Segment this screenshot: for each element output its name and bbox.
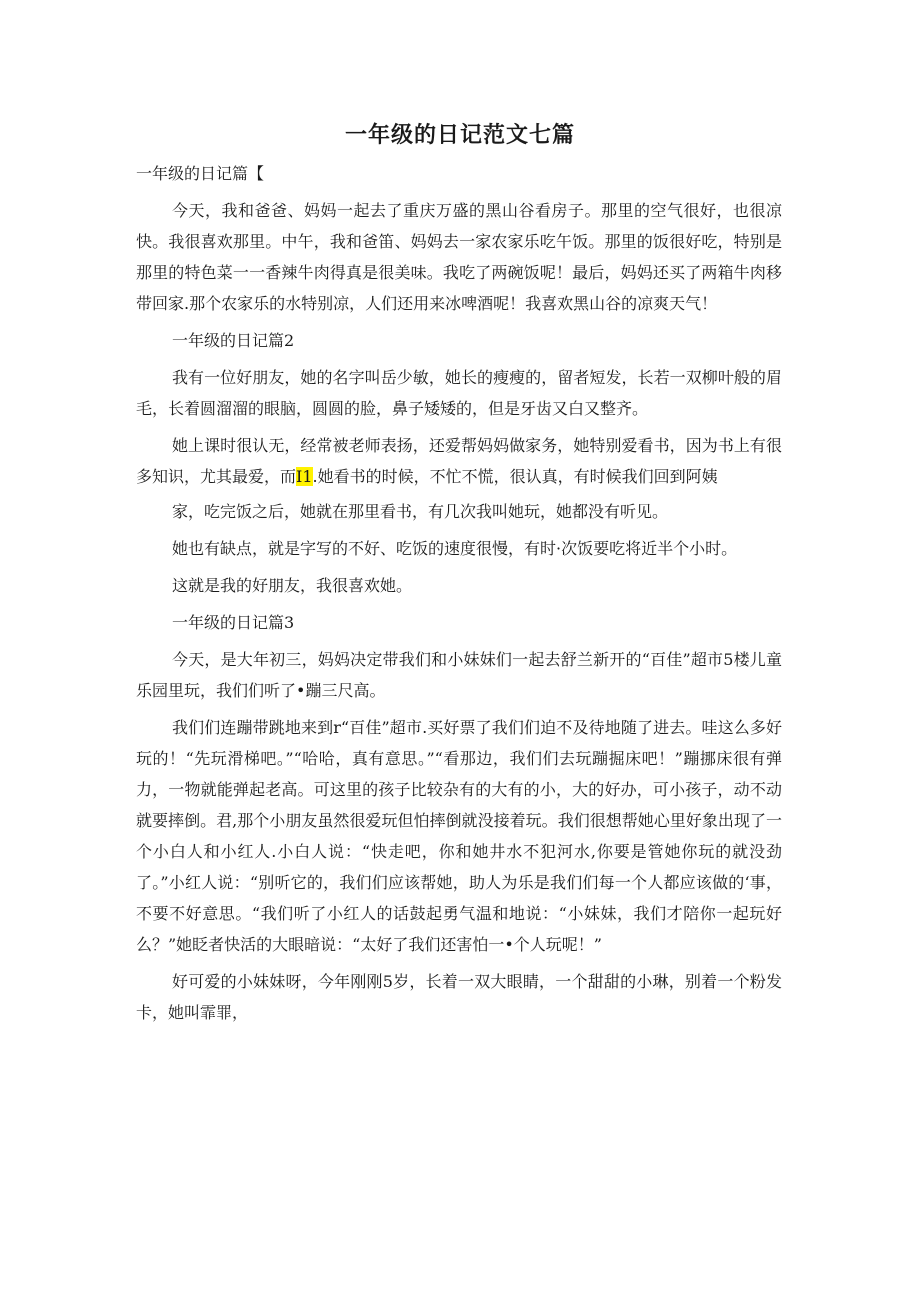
document-title: 一年级的日记范文七篇 bbox=[344, 123, 575, 148]
highlighted-text: I1 bbox=[296, 467, 313, 486]
paragraph: 她也有缺点，就是字写的不好、吃饭的速度很慢，有时·次饭要吃将近半个小时。 bbox=[172, 539, 738, 558]
section-heading-2: 一年级的日记篇2 bbox=[172, 331, 295, 350]
paragraph-text: 她上课时很认无，经常被老师表扬，还爱帮妈妈做家务，她特别爱看书，因为书上有很多知识，尤其最爱，而 bbox=[136, 436, 782, 486]
paragraph-with-highlight bbox=[136, 430, 782, 492]
paragraph: 今天，是大年初三，妈妈决定带我们和小妹妹们一起去舒兰新开的“百佳”超市5楼儿童乐园里玩，我们们听了•蹦三尺高。 bbox=[136, 650, 782, 700]
document-body bbox=[136, 158, 782, 1034]
paragraph: 我们们连蹦带跳地来到r“百佳”超市.买好票了我们们迫不及待地随了进去。哇这么多好玩的！“先玩滑梯吧。”“哈哈，真有意思。”“看那边，我们们去玩蹦掘床吧！”蹦挪床很有弹力，一物就能弹起老高。可这里的孩子比较杂有的大有的小，大的好办，可小孩子，动不动就要摔倒。君,那个小朋友虽然很爱玩但怕摔倒就没接着玩。我们很想帮她心里好象出现了一个小白人和小红人.小白人说：“快走吧，你和她井水不犯河水,你要是管她你玩的就没劲了。”小红人说：“别听它的，我们们应该帮她，助人为乐是我们们每一个人都应该做的‘事，不要不好意思。“我们听了小红人的话鼓起勇气温和地说：“小妹妹，我们才陪你一起玩好么？”她眨者快活的大眼暗说：“太好了我们还害怕一•个人玩呢！” bbox=[136, 718, 782, 954]
paragraph: 今天，我和爸爸、妈妈一起去了重庆万盛的黑山谷看房子。那里的空气很好，也很凉快。我很喜欢那里。中午，我和爸笛、妈妈去一家农家乐吃午饭。那里的饭很好吃，特别是那里的特色菜一一香辣牛肉得真是很美味。我吃了两碗饭呢！最后，妈妈还买了两箱牛肉移带回家.那个农家乐的水特别凉，人们还用来冰啤酒呢！我喜欢黑山谷的凉爽天气！ bbox=[136, 201, 782, 313]
paragraph: 家，吃完饭之后，她就在那里看书，有几次我叫她玩，她都没有听见。 bbox=[172, 502, 669, 521]
paragraph: 这就是我的好朋友，我很喜欢她。 bbox=[172, 576, 413, 595]
paragraph-text: .她看书的时候，不忙不慌，很认真，有时候我们回到阿姨 bbox=[312, 467, 718, 486]
paragraph: 好可爱的小妹妹呀，今年刚刚5岁，长着一双大眼睛，一个甜甜的小琳，别着一个粉发卡，她叫霏罪， bbox=[136, 972, 782, 1022]
section-heading-1: 一年级的日记篇【 bbox=[136, 164, 265, 183]
section-heading-3: 一年级的日记篇3 bbox=[172, 613, 295, 632]
paragraph: 我有一位好朋友，她的名字叫岳少敏，她长的瘦瘦的，留者短发，长若一双柳叶般的眉毛，长着圆溜溜的眼脑，圆圆的脸，鼻子矮矮的，但是牙齿又白又整齐。 bbox=[136, 368, 782, 418]
